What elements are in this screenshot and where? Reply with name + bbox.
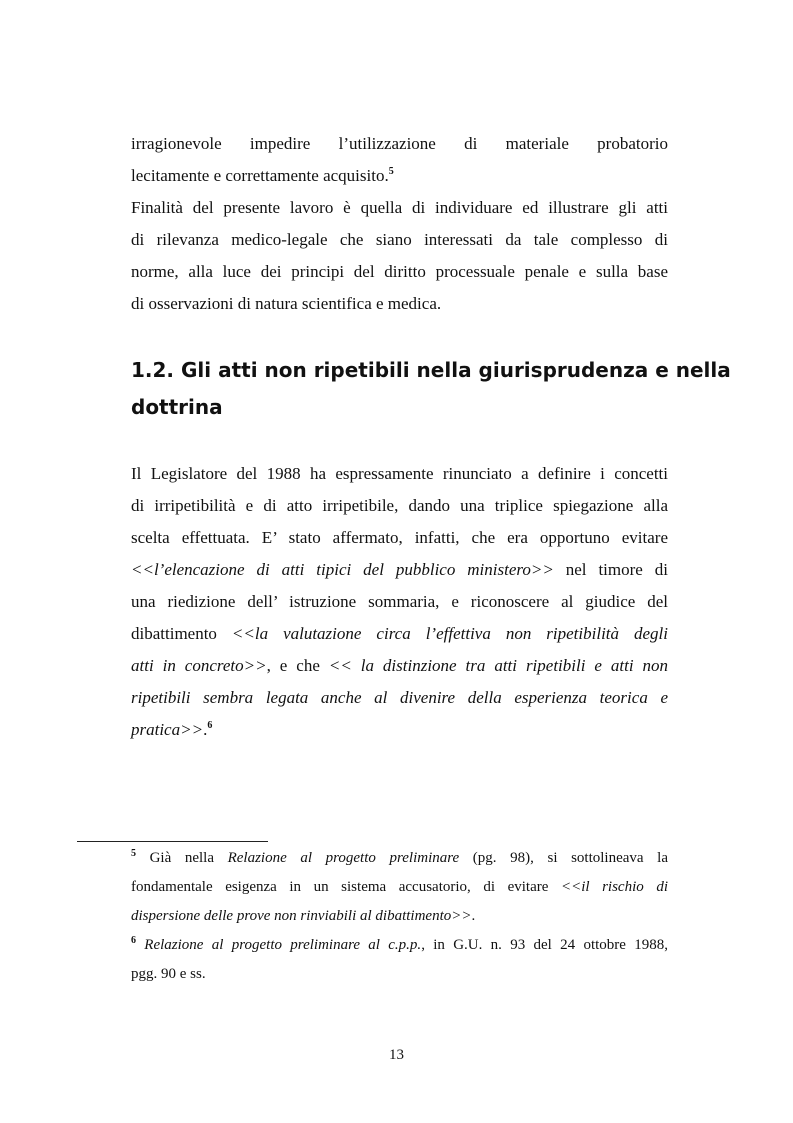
heading-line: dottrina (131, 395, 223, 419)
footnote-reference[interactable]: 5 (388, 166, 394, 177)
heading-line: 1.2. Gli atti non ripetibili nella giurisprudenza e nella (131, 358, 731, 382)
text-line: di rilevanza medico-legale che siano interessati da tale complesso di (131, 230, 668, 249)
footnotes (131, 844, 668, 989)
quote-text: <<l’elencazione di atti tipici del pubblico ministero>> (131, 560, 554, 579)
main-paragraph (131, 458, 668, 746)
footnote-5-line: dispersione delle prove non rinviabili al dibattimento>>. (131, 908, 476, 924)
text-line: scelta effettuata. E’ stato affermato, infatti, che era opportuno evitare (131, 528, 668, 547)
text-line: pratica>>.$^6$ (131, 720, 213, 739)
text-line: atti in concreto>>, e che << la distinzione tra atti ripetibili e atti non (131, 656, 669, 675)
page-number: 13 (389, 1047, 404, 1063)
footnote-reference[interactable]: 6 (207, 720, 213, 731)
footnote-6-line: $^6$ Relazione al progetto preliminare al c.p.p., in G.U. n. 93 del 24 ottobre 1988, (131, 935, 668, 953)
quote-text: << la distinzione tra atti ripetibili e atti non (328, 656, 669, 675)
footnote-number: 5 (131, 848, 136, 859)
quote-text: <<la valutazione circa l’effettiva non ripetibilità degli (231, 624, 668, 643)
text-line: una riedizione dell’ istruzione sommaria, e riconoscere al giudice del (131, 592, 668, 611)
footnote-separator (77, 841, 268, 842)
text-line: Finalità del presente lavoro è quella di individuare ed illustrare gli atti (131, 198, 668, 217)
text-line: norme, alla luce dei principi del diritto processuale penale e sulla base (131, 262, 668, 281)
text-line: di irripetibilità e di atto irripetibile, dando una triplice spiegazione alla (131, 496, 668, 515)
text-line: irragionevole impedire l’utilizzazione di materiale probatorio (131, 134, 668, 153)
text-line: Il Legislatore del 1988 ha espressamente rinunciato a definire i concetti (131, 464, 668, 483)
section-heading (131, 352, 731, 426)
text-line: di osservazioni di natura scientifica e medica. (131, 294, 442, 313)
footnote-6-line: pgg. 90 e ss. (131, 966, 206, 982)
text-line: ripetibili sembra legata anche al divenire della esperienza teorica e (131, 688, 668, 707)
footnote-number: 6 (131, 935, 136, 946)
text-line: dibattimento <<la valutazione circa l’effettiva non ripetibilità degli (131, 624, 668, 643)
text-line: <<l’elencazione di atti tipici del pubblico ministero>> nel timore di (131, 560, 668, 579)
footnote-5-line: $^5$ Già nella Relazione al progetto preliminare (pg. 98), si sottolineava la (131, 848, 668, 866)
footnote-5-line: fondamentale esigenza in un sistema accusatorio, di evitare <<il rischio di (131, 879, 668, 895)
text-line: lecitamente e correttamente acquisito.$^5$ (131, 166, 394, 185)
continuation-paragraph (131, 128, 668, 320)
